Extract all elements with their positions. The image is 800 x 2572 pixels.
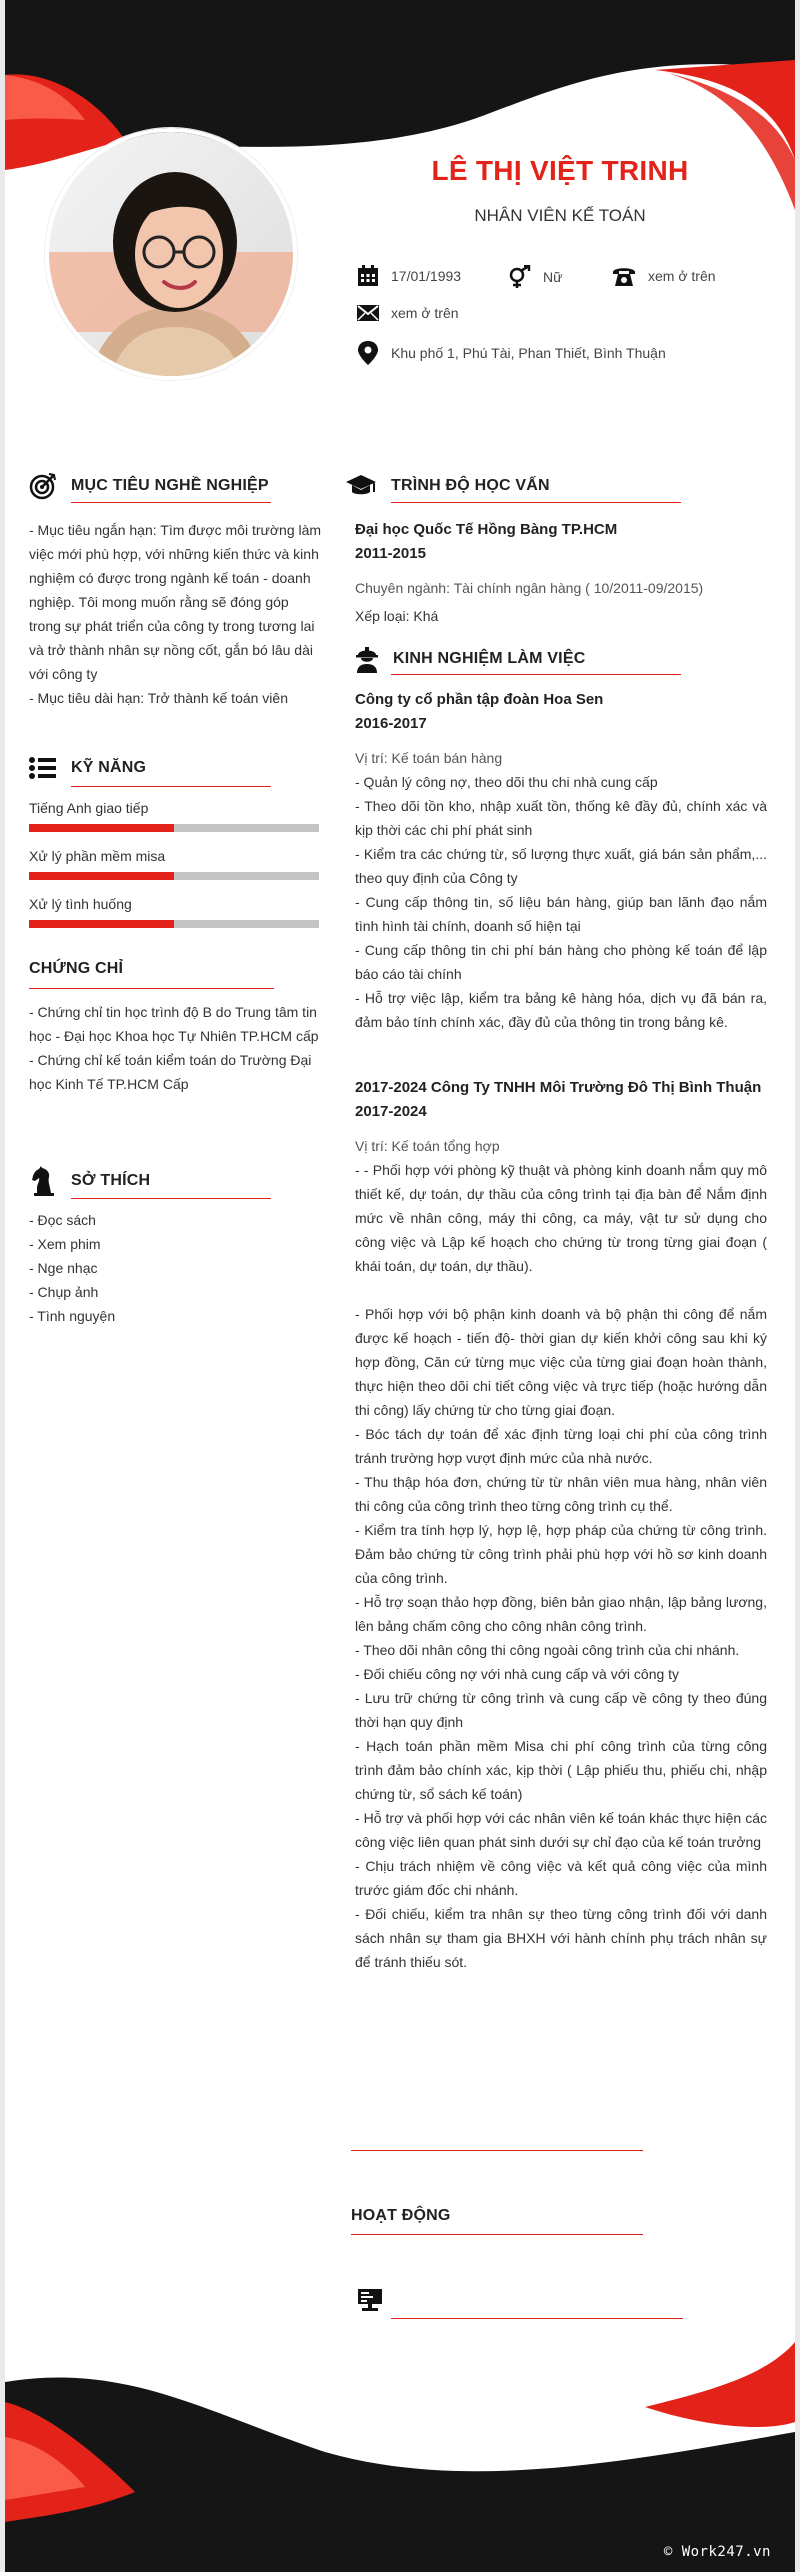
empty-section-underline [351,2150,643,2151]
duty-line: - Hỗ trợ và phối hợp với các nhân viên kế toán khác thực hiện các công việc liên quan phát sinh dưới sự chỉ đạo của kế toán trưởng [355,1810,767,1850]
skill-name: Tiếng Anh giao tiếp [29,800,149,816]
computer-section-underline [391,2318,683,2319]
company-name: 2017-2024 Công Ty TNHH Môi Trường Đô Thị Bình Thuận [355,1079,762,1096]
duty-line: - Cung cấp thông tin, số liệu bán hàng, giúp ban lãnh đạo nắm tình hình tài chính, doanh số hiện tại [355,894,767,934]
skill-bar-fill [29,824,174,832]
skill-name: Xử lý tình huống [29,896,132,912]
chess-knight-icon [29,1166,57,1196]
skill-bar [29,920,319,928]
gender-icon [507,265,531,289]
education-title: TRÌNH ĐỘ HỌC VẤN [391,477,550,494]
email-value: xem ở trên [391,305,459,321]
activities-heading [351,2207,451,2225]
job-period: 2017-2024 [355,1103,427,1120]
job-position: Vị trí: Kế toán tổng hợp [355,1138,500,1154]
hobbies-underline [71,1198,271,1199]
experience-underline [391,674,681,675]
duty-line: - Quản lý công nợ, theo dõi thu chi nhà cung cấp [355,774,658,790]
cv-page [5,0,795,2572]
job-title: NHÂN VIÊN KẾ TOÁN [474,206,646,225]
duty-line: - Hỗ trợ soạn thảo hợp đồng, biên bản giao nhận, lập bảng lương, lên bảng chấm công cho công nhân công trình. [355,1594,767,1634]
list-icon [29,756,57,780]
certificates-text [29,1000,324,1096]
job-duties [355,770,767,1034]
candidate-name: LÊ THỊ VIỆT TRINH [431,155,689,186]
location-pin-icon [357,341,379,365]
job-period: 2016-2017 [355,715,427,732]
education-period: 2011-2015 [355,545,426,562]
skills-heading [29,756,146,780]
duty-line: - Đối chiếu, kiểm tra nhân sự theo từng công trình đối với danh sách nhân sự tham gia BHXH với hành chính phụ trách nhân sự để tránh thiếu sót. [355,1906,767,1970]
objective-heading [29,472,269,500]
watermark: © Work247.vn [663,2544,771,2560]
phone-info [612,265,716,287]
hobbies-heading [29,1166,150,1196]
worker-icon [355,645,379,673]
experience-heading [355,645,585,673]
duty-line: - Kiểm tra các chứng từ, số lượng thực xuất, giá bán sản phẩm,... theo quy định của Công ty [355,846,767,886]
gender-info [507,265,562,289]
email-icon [357,304,379,322]
education-heading [345,474,550,498]
duty-line: - Thu thập hóa đơn, chứng từ từ nhân viên mua hàng, nhân viên thi công của công trình theo từng công trình cụ thể. [355,1474,767,1514]
hobby-item: - Đọc sách [29,1212,96,1228]
gender-value: Nữ [543,269,563,285]
skill-item [29,848,319,880]
duty-line: - Theo dõi nhân công thi công ngoài công trình của chi nhánh. [355,1642,740,1658]
hobby-item: - Nge nhạc [29,1260,98,1276]
duty-line: - Bóc tách dự toán để xác định từng loại chi phí của công trình tránh trường hợp vượt định mức của nhà nước. [355,1426,767,1466]
birthday-value: 17/01/1993 [391,268,462,284]
duty-line: - - Phối hợp với phòng kỹ thuật và phòng kinh doanh nắm quy mô thiết kế, dự toán, dự thầu của công trình tại địa bàn để Nắm định mức về nhân công, máy thi công, ca máy, vật tư sử dụng cho công việc và Lập kế hoạch cho chứng từ trong từng giai đoạn ( khái toán, dự toán, dự thầu). [355,1162,767,1274]
hobby-item: - Xem phim [29,1236,101,1252]
calendar-icon [357,265,379,287]
activities-title: HOẠT ĐỘNG [351,2207,451,2224]
education-block [355,518,767,628]
experience-title: KINH NGHIỆM LÀM VIỆC [393,650,586,667]
objective-underline [71,502,271,503]
objective-long-term: - Mục tiêu dài hạn: Trở thành kế toán viên [29,690,288,706]
certificates-heading [29,960,123,978]
job-duties [355,1158,767,1974]
duty-line: - Hạch toán phần mềm Misa chi phí công trình của từng công trình đảm bảo chính xác, kịp thời ( Lập phiếu thu, phiếu chi, nhập chứng từ, sổ sách kế toán) [355,1738,767,1802]
company-name: Công ty cổ phần tập đoàn Hoa Sen [355,691,604,708]
duty-line: - Đối chiếu công nợ với nhà cung cấp và với công ty [355,1666,680,1682]
certificate-item: - Chứng chỉ kế toán kiểm toán do Trường Đại học Kinh Tế TP.HCM Cấp [29,1052,312,1092]
email-info [357,304,459,322]
hobby-item: - Tình nguyện [29,1308,116,1324]
duty-line: - Hỗ trợ việc lập, kiểm tra bảng kê hàng hóa, dịch vụ đã bán ra, đảm bảo tính chính xác, đầy đủ của thông tin trong bảng kê. [355,990,767,1030]
skills-title: KỸ NĂNG [71,759,147,776]
duty-line: - Cung cấp thông tin chi phí bán hàng cho phòng kế toán để lập báo cáo tài chính [355,942,767,982]
certificate-item: - Chứng chỉ tin học trình độ B do Trung tâm tin học - Đại học Khoa học Tự Nhiên TP.HCM cấp [29,1004,319,1044]
skill-name: Xử lý phần mềm misa [29,848,166,864]
hobbies-list [29,1208,324,1328]
job-position: Vị trí: Kế toán bán hàng [355,750,503,766]
duty-line: - Lưu trữ chứng từ công trình và cung cấp về công ty theo đúng thời hạn quy định [355,1690,767,1730]
computer-icon [357,2288,383,2312]
certificates-underline [29,988,274,989]
birthday-info [357,265,461,287]
education-grade: Xếp loại: Khá [355,608,439,624]
skill-bar-fill [29,920,174,928]
objective-short-term: - Mục tiêu ngắn hạn: Tìm được môi trường làm việc mới phù hợp, với những kiến thức và kinh nghiệm có được trong ngành kế toán - doanh nghiệp. Tôi mong muốn rằng sẽ đóng góp trong sự phát triển của công ty trong tương lai và trở thành nhân sự nồng cốt, gắn bó lâu dài với công ty [29,522,322,682]
phone-icon [612,265,636,287]
duty-line: - Chịu trách nhiệm về công việc và kết quả công việc của mình trước giám đốc chi nhánh. [355,1858,767,1898]
duty-line: - Theo dõi tồn kho, nhập xuất tồn, thống kê đầy đủ, chính xác và kịp thời các chi phí phát sinh [355,798,767,838]
skill-item [29,896,319,928]
footer-wave-decoration [5,2342,795,2572]
computer-section-heading [357,2288,397,2312]
phone-value: xem ở trên [648,268,716,284]
hobby-item: - Chụp ảnh [29,1284,99,1300]
objective-title: MỤC TIÊU NGHỀ NGHIỆP [71,477,269,494]
education-underline [391,502,681,503]
address-info [357,341,666,365]
objective-text [29,518,324,710]
skill-item [29,800,319,832]
duty-spacer [355,1278,767,1302]
school-name: Đại học Quốc Tế Hồng Bàng TP.HCM [355,521,618,538]
activities-underline [351,2234,643,2235]
experience-job-2 [355,1076,767,1974]
skill-bar [29,824,319,832]
address-value: Khu phố 1, Phú Tài, Phan Thiết, Bình Thuận [391,345,666,361]
duty-line: - Kiểm tra tính hợp lý, hợp lệ, hợp pháp của chứng từ công trình. Đảm bảo chứng từ công trình phải phù hợp với hồ sơ kinh doanh của công trình. [355,1522,767,1586]
avatar [45,128,297,380]
skill-bar [29,872,319,880]
duty-line: - Phối hợp với bộ phận kinh doanh và bộ phận thi công để nắm được kế hoạch - tiến độ- thời gian dự kiến khởi công sau khi ký hợp đồng, Căn cứ từng mục việc của từng giai đoạn hoàn thành, thực hiện theo dõi chi tiết công việc và trực tiếp (hoặc hướng dẫn thi công) lấy chứng từ cho từng giai đoạn. [355,1306,767,1418]
experience-job-1 [355,688,767,1034]
education-major: Chuyên ngành: Tài chính ngân hàng ( 10/2011-09/2015) [355,580,704,596]
certificates-title: CHỨNG CHỈ [29,960,124,977]
skills-underline [71,786,271,787]
hobbies-title: SỞ THÍCH [71,1172,151,1189]
skill-bar-fill [29,872,174,880]
target-icon [29,472,57,500]
graduation-cap-icon [345,474,377,498]
